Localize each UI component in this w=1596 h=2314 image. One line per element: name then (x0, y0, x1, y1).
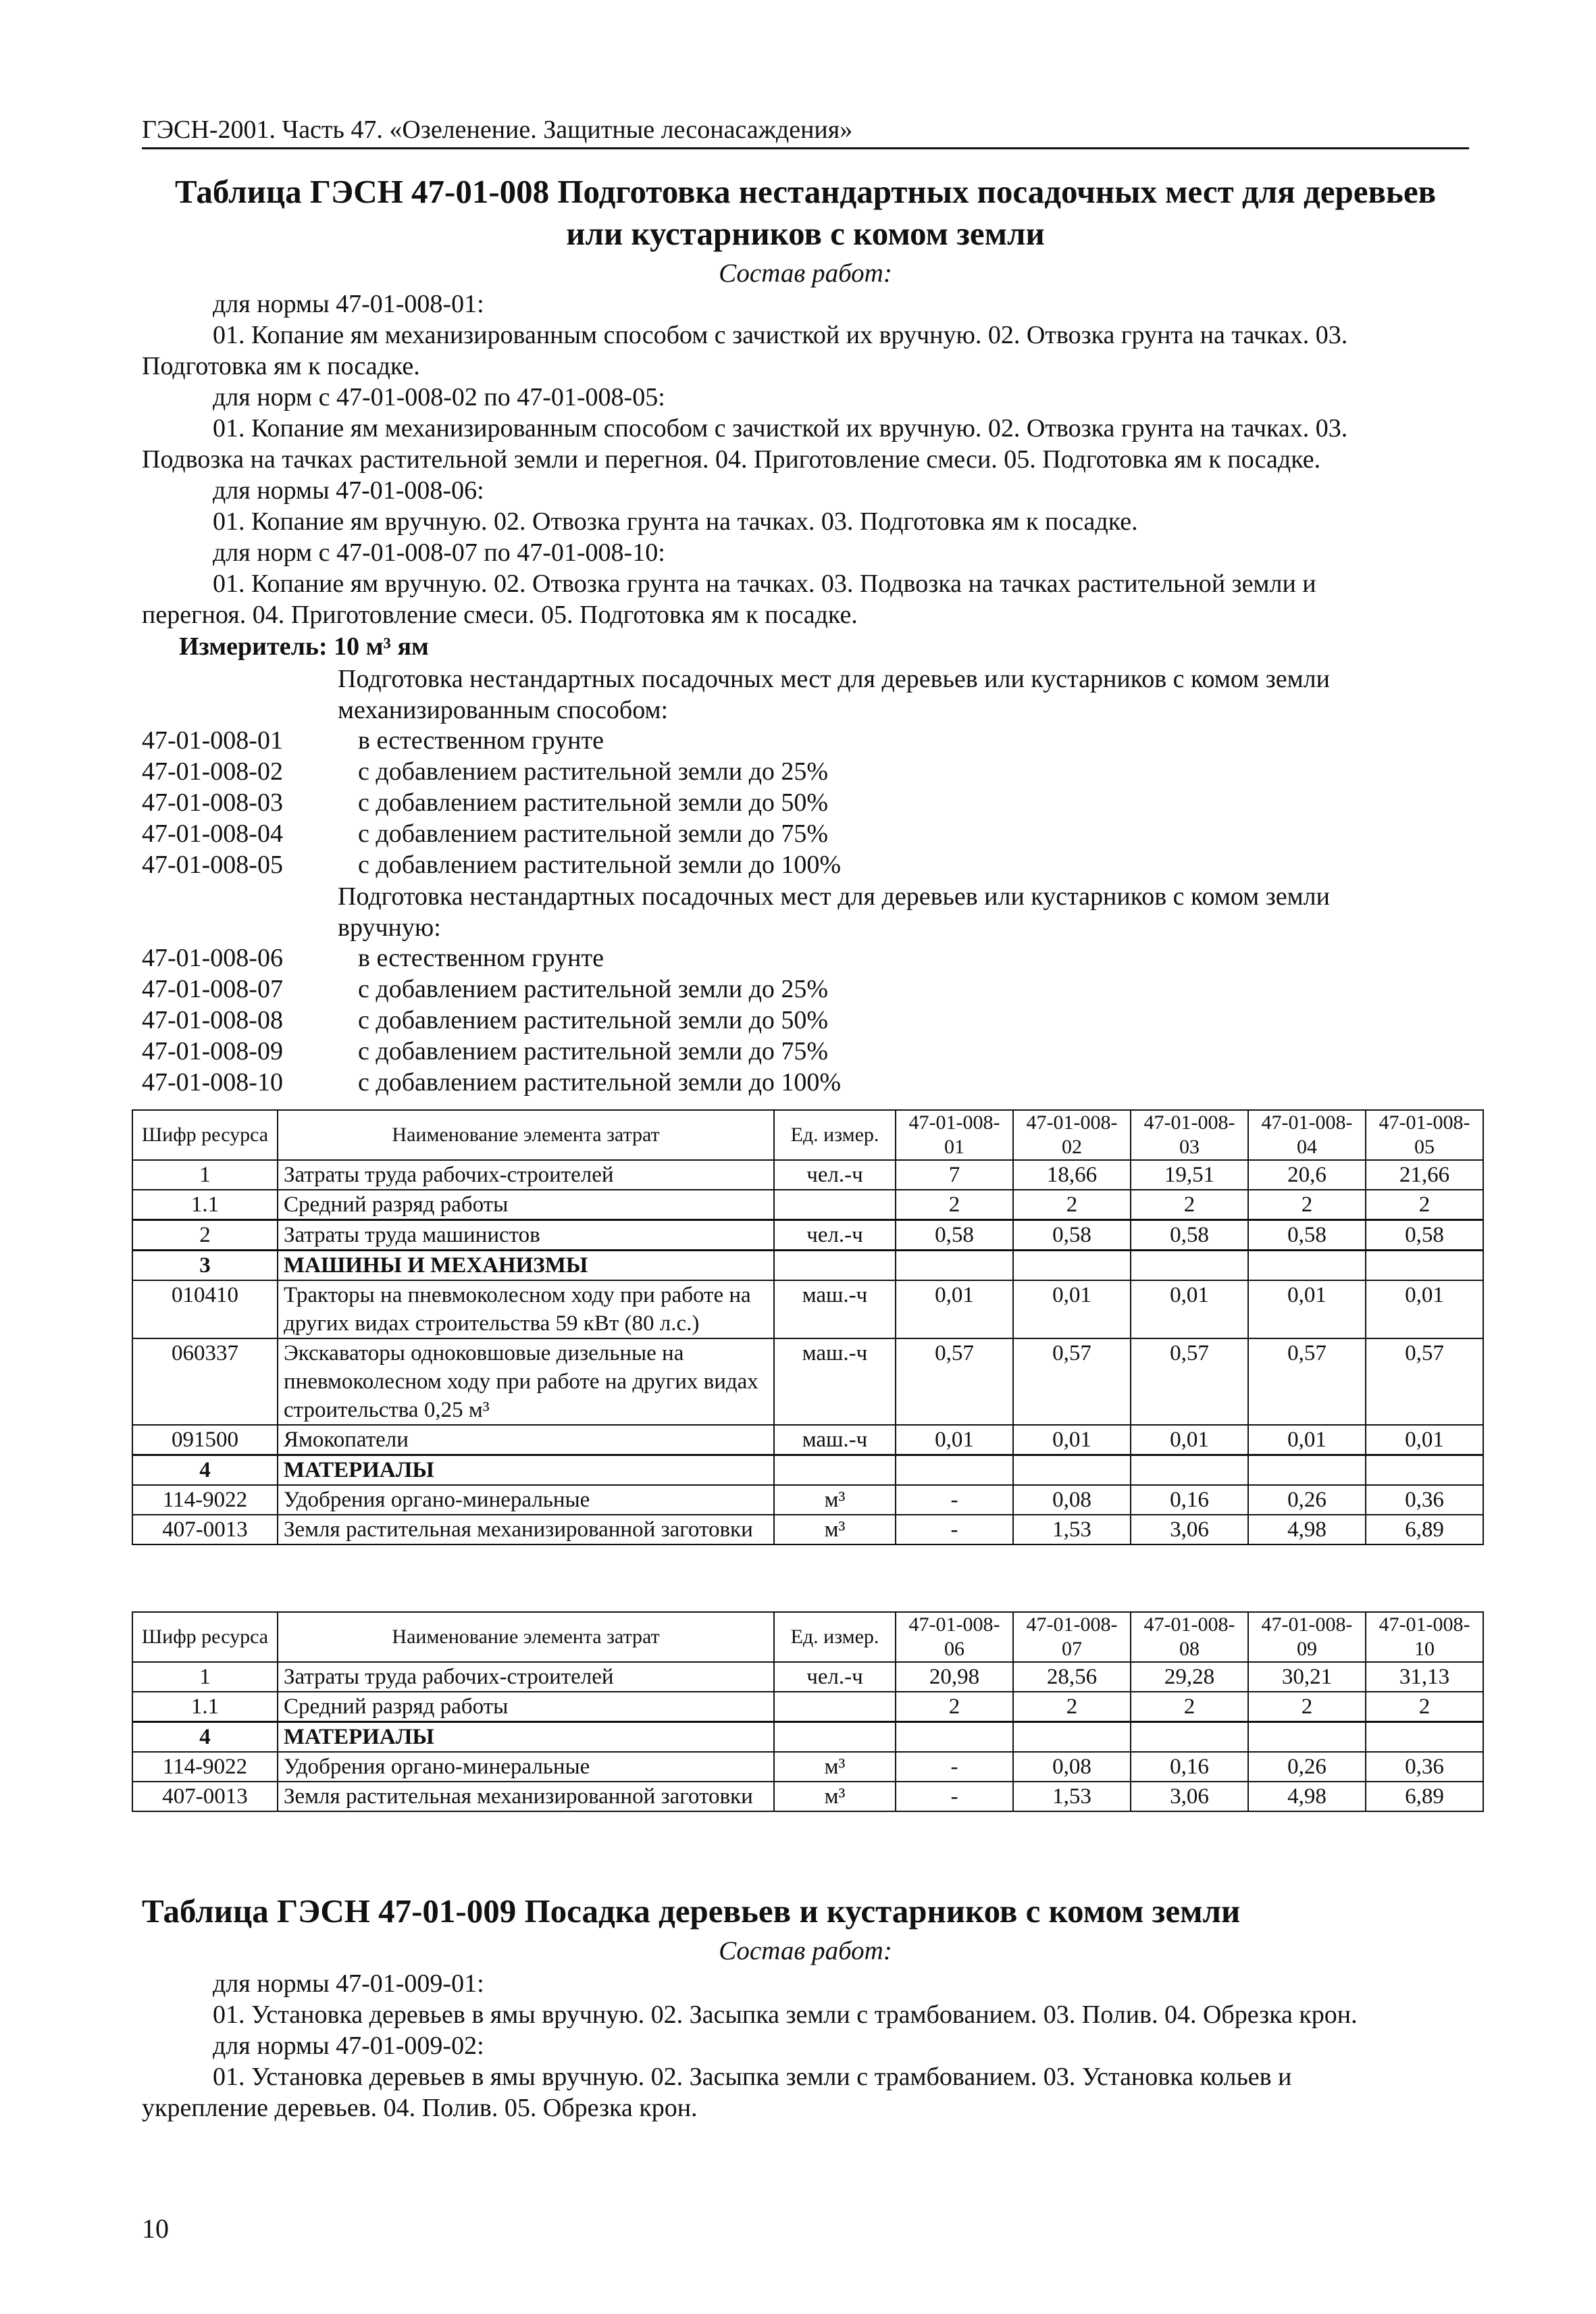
work-text-line: Подвозка на тачках растительной земли и перегноя. 04. Приготовление смеси. 05. Подготовка ям к посадке. (142, 445, 1321, 474)
norm-label: для норм с 47-01-008-02 по 47-01-008-05: (213, 383, 665, 411)
col-header-norm: 47-01-008-05 (1366, 1110, 1483, 1160)
work-composition-text (142, 288, 1469, 630)
cell-code: 407-0013 (132, 1515, 278, 1544)
norm-label: для нормы 47-01-009-01: (213, 1969, 484, 1998)
cell-value: 2 (1131, 1190, 1248, 1220)
cell-code: 1 (132, 1662, 278, 1692)
table-row (132, 1782, 1483, 1811)
cell-unit: чел.-ч (774, 1662, 896, 1692)
cell-value: 0,01 (1013, 1280, 1131, 1338)
cell-value: 0,01 (896, 1280, 1013, 1338)
col-header-name: Наименование элемента затрат (278, 1110, 774, 1160)
cell-value: 0,01 (1366, 1425, 1483, 1455)
cell-value: 0,01 (1366, 1280, 1483, 1338)
cell-value: 2 (1366, 1692, 1483, 1722)
cell-name: Удобрения органо-минеральные (278, 1752, 774, 1782)
cell-unit: м³ (774, 1485, 896, 1515)
col-header-norm: 47-01-008-10 (1366, 1612, 1483, 1662)
table-row (132, 1425, 1483, 1455)
work-text-line: 01. Копание ям механизированным способом с зачисткой их вручную. 02. Отвозка грунта на тачках. 03. (213, 414, 1348, 443)
norm-label: для нормы 47-01-008-01: (213, 290, 484, 318)
cell-value: 20,98 (896, 1662, 1013, 1692)
measure-unit: Измеритель: 10 м³ ям (179, 632, 429, 661)
cell-value: 0,01 (1013, 1425, 1131, 1455)
cell-name: Экскаваторы одноковшовые дизельные на пневмоколесном ходу при работе на других видах строительства 0,25 м³ (278, 1338, 774, 1425)
table-row (132, 1160, 1483, 1190)
table-row (132, 1515, 1483, 1544)
cell-value: 21,66 (1366, 1160, 1483, 1190)
cell-value (1366, 1722, 1483, 1753)
cell-unit (774, 1251, 896, 1281)
cell-value: 0,58 (1248, 1220, 1366, 1251)
col-header-name: Наименование элемента затрат (278, 1612, 774, 1662)
table-row (132, 1662, 1483, 1692)
table-row (132, 1692, 1483, 1722)
cell-unit (774, 1190, 896, 1220)
cell-value: 2 (1013, 1190, 1131, 1220)
cell-value: 18,66 (1013, 1160, 1131, 1190)
cell-value (1248, 1455, 1366, 1486)
cell-value: 0,01 (896, 1425, 1013, 1455)
table-row (132, 1280, 1483, 1338)
cell-code: 060337 (132, 1338, 278, 1425)
running-header: ГЭСН-2001. Часть 47. «Озеленение. Защитные лесонасаждения» (142, 116, 853, 144)
cell-name: Затраты труда рабочих-строителей (278, 1662, 774, 1692)
cell-value: 2 (1131, 1692, 1248, 1722)
work-composition-text-009 (142, 1968, 1469, 2123)
cell-unit: чел.-ч (774, 1220, 896, 1251)
col-header-norm: 47-01-008-06 (896, 1612, 1013, 1662)
cell-unit (774, 1692, 896, 1722)
cell-name: Средний разряд работы (278, 1190, 774, 1220)
norm-label: для нормы 47-01-008-06: (213, 476, 484, 505)
work-composition-label: Состав работ: (719, 1936, 892, 1965)
cell-name: Тракторы на пневмоколесном ходу при работе на других видах строительства 59 кВт (80 л.с.) (278, 1280, 774, 1338)
group-heading: Подготовка нестандартных посадочных мест для деревьев или кустарников с комом земли механизированным способом: (338, 665, 1330, 724)
cell-value: 0,57 (896, 1338, 1013, 1425)
table-body (132, 1662, 1483, 1811)
resource-table-1 (132, 1109, 1484, 1545)
cell-value: 7 (896, 1160, 1013, 1190)
cell-value: 28,56 (1013, 1662, 1131, 1692)
table-row (132, 1722, 1483, 1753)
cell-value (1131, 1722, 1248, 1753)
cell-unit: м³ (774, 1515, 896, 1544)
work-composition-label: Состав работ: (719, 259, 892, 288)
cell-value (1131, 1455, 1248, 1486)
cell-value: 0,36 (1366, 1485, 1483, 1515)
cell-name: МАШИНЫ И МЕХАНИЗМЫ (278, 1251, 774, 1281)
cell-value: 20,6 (1248, 1160, 1366, 1190)
table-row (132, 1190, 1483, 1220)
header-rule (142, 147, 1469, 149)
cell-code: 2 (132, 1220, 278, 1251)
work-text-line: 01. Копание ям механизированным способом с зачисткой их вручную. 02. Отвозка грунта на тачках. 03. (213, 321, 1348, 349)
cell-value: 0,01 (1248, 1280, 1366, 1338)
cell-value: 1,53 (1013, 1782, 1131, 1811)
table-row (132, 1752, 1483, 1782)
table-body (132, 1160, 1483, 1544)
cell-name: Земля растительная механизированной заготовки (278, 1515, 774, 1544)
cell-value (1013, 1455, 1131, 1486)
cell-unit: маш.-ч (774, 1425, 896, 1455)
table-header-row (132, 1612, 1483, 1662)
cell-value (1013, 1251, 1131, 1281)
cell-value: 29,28 (1131, 1662, 1248, 1692)
cell-unit: м³ (774, 1752, 896, 1782)
document-page: ГЭСН-2001. Часть 47. «Озеленение. Защитные лесонасаждения» Таблица ГЭСН 47-01-008 Подготовка нестандартных посадочных мест для деревьев или кустарников с комом земли Состав работ: для нормы 47-01-008-01: 01. Копание ям механизированным способом с зачисткой их вручную. 02. Отвозка грунта на тачках. 03. Подготовка ям к посадке. для норм с 47-01-008-02 по 47-01-008-05: 01. Копание ям механизированным способом с зачисткой их вручную. 02. Отвозка грунта на тачках. 03. Подвозка на тачках растительной земли и перегноя. 04. Приготовление смеси. 05. Подготовка ям к посадке. для нормы 47-01-008-06: 01. Копание ям вручную. 02. Отвозка грунта на тачках. 03. Подготовка ям к посадке. для норм с 47-01-008-07 по 47-01-008-10: 01. Копание ям вручную. 02. Отвозка грунта на тачках. 03. Подвозка на тачках растительной земли и перегноя. 04. Приготовление смеси. 05. Подготовка ям к посадке. Измеритель: 10 м³ ям Подготовка нестандартных посадочных мест для деревьев или кустарников с комом земли механизированным способом: 47-01-008-01 в естественном грунте 47-01-008-02 с добавлением растительной земли до 25% 47-01-008-03 с добавлением растительной земли до 50% 47-01-008-04 с добавлением растительной земли до 75% 47-01-008-05 с добавлением растительной земли до 100% Подготовка нестандартных посадочных мест для деревьев или кустарников с комом земли вручную: 47-01-008-06 в естественном грунте 47-01-008-07 с добавлением растительной земли до 25% 47-01-008-08 с добавлением растительной земли до 50% 47-01-008-09 с добавлением растительной земли до 75% 47-01-008-10 с добавлением растительной земли до 100% Шифр ресурса Наименование элемента затрат Ед. измер. 47-01-008-01 47-01-008-02 47-01-008-03 47-01-008-04 47-01-008-05 1 Затраты труда рабочих-строителей чел.-ч 7 18,66 19,51 20,6 21,66 1.1 Средний разряд работы 2 2 2 2 2 2 Затраты труда машинистов чел.-ч 0,58 0,58 0,58 0,58 0,58 3 МАШИНЫ И МЕХАНИЗМЫ 010410 Тракторы на пневмоколесном ходу при работе на других видах строительства 59 кВт (80 л.с.) маш.-ч 0,01 0,01 0,01 0,01 0,01 060337 Экскаваторы одноковшовые дизельные на пневмоколесном ходу при работе на других видах строительства 0,25 м³ маш.-ч 0,57 0,57 0,57 0,57 0,57 091500 Ямокопатели маш.-ч 0,01 0,01 0,01 0,01 0,01 4 МАТЕРИАЛЫ 114-9022 Удобрения органо-минеральные м³ - 0,08 0,16 0,26 0,36 407-0013 Земля растительная механизированной заготовки м³ - 1,53 3,06 4,98 6,89 Шифр ресурса Наименование элемента затрат Ед. измер. 47-01-008-06 47-01-008-07 47-01-008-08 47-01-008-09 47-01-008-10 1 Затраты труда рабочих-строителей чел.-ч 20,98 28,56 29,28 30,21 31,13 1.1 Средний разряд работы 2 2 2 2 2 4 МАТЕРИАЛЫ 114-9022 Удобрения органо-минеральные м³ - 0,08 0,16 0,26 0,36 407-0013 Земля растительная механизированной заготовки м³ - 1,53 3,06 4,98 6,89 Таблица ГЭСН 47-01-009 Посадка деревьев и кустарников с комом земли Состав работ: для нормы 47-01-009-01: 01. Установка деревьев в ямы вручную. 02. Засыпка земли с трамбованием. 03. Полив. 04. Обрезка крон. для нормы 47-01-009-02: 01. Установка деревьев в ямы вручную. 02. Засыпка земли с трамбованием. 03. Установка кольев и укрепление деревьев. 04. Полив. 05. Обрезка крон. 10 (0, 0, 1596, 2314)
cell-value: 4,98 (1248, 1782, 1366, 1811)
cell-value: 0,16 (1131, 1485, 1248, 1515)
col-header-norm: 47-01-008-01 (896, 1110, 1013, 1160)
cell-code: 3 (132, 1251, 278, 1281)
cell-value (1248, 1251, 1366, 1281)
cell-value (1366, 1251, 1483, 1281)
resource-table-2 (132, 1611, 1484, 1812)
cell-value: 0,58 (1131, 1220, 1248, 1251)
cell-value (896, 1251, 1013, 1281)
cell-value: - (896, 1752, 1013, 1782)
cell-value: 0,58 (896, 1220, 1013, 1251)
group-heading: Подготовка нестандартных посадочных мест для деревьев или кустарников с комом земли вручную: (338, 882, 1330, 942)
cell-unit (774, 1455, 896, 1486)
table-title-line1: Таблица ГЭСН 47-01-008 Подготовка нестандартных посадочных мест для деревьев (174, 173, 1437, 210)
col-header-norm: 47-01-008-07 (1013, 1612, 1131, 1662)
cell-code: 4 (132, 1455, 278, 1486)
cell-value: 0,57 (1366, 1338, 1483, 1425)
cell-value: 0,58 (1366, 1220, 1483, 1251)
work-text-line: 01. Копание ям вручную. 02. Отвозка грунта на тачках. 03. Подвозка на тачках растительной земли и (213, 570, 1316, 598)
cell-value: 1,53 (1013, 1515, 1131, 1544)
col-header-code: Шифр ресурса (132, 1110, 278, 1160)
cell-code: 114-9022 (132, 1752, 278, 1782)
cell-name: Удобрения органо-минеральные (278, 1485, 774, 1515)
cell-value: 6,89 (1366, 1515, 1483, 1544)
cell-value: 6,89 (1366, 1782, 1483, 1811)
table-row (132, 1455, 1483, 1486)
cell-code: 010410 (132, 1280, 278, 1338)
table-header-row (132, 1110, 1483, 1160)
cell-value: 0,57 (1013, 1338, 1131, 1425)
cell-code: 1.1 (132, 1692, 278, 1722)
cell-code: 1.1 (132, 1190, 278, 1220)
work-text-line: 01. Копание ям вручную. 02. Отвозка грунта на тачках. 03. Подготовка ям к посадке. (213, 507, 1138, 536)
cell-value: 3,06 (1131, 1515, 1248, 1544)
cell-value: 0,57 (1248, 1338, 1366, 1425)
cell-unit (774, 1722, 896, 1753)
page-number: 10 (142, 2213, 169, 2244)
cell-value: 0,01 (1131, 1425, 1248, 1455)
col-header-norm: 47-01-008-08 (1131, 1612, 1248, 1662)
cell-value: - (896, 1485, 1013, 1515)
cell-value: 30,21 (1248, 1662, 1366, 1692)
table-title-line2: или кустарников с комом земли (566, 215, 1045, 252)
cell-value: 0,01 (1248, 1425, 1366, 1455)
norm-label: для норм с 47-01-008-07 по 47-01-008-10: (213, 538, 665, 567)
cell-value (896, 1455, 1013, 1486)
cell-name: Средний разряд работы (278, 1692, 774, 1722)
cell-code: 091500 (132, 1425, 278, 1455)
cell-value: 0,58 (1013, 1220, 1131, 1251)
cell-name: Ямокопатели (278, 1425, 774, 1455)
cell-value (896, 1722, 1013, 1753)
cell-name: Затраты труда рабочих-строителей (278, 1160, 774, 1190)
work-text-line: 01. Установка деревьев в ямы вручную. 02. Засыпка земли с трамбованием. 03. Полив. 04. Обрезка крон. (213, 2001, 1358, 2029)
cell-name: Земля растительная механизированной заготовки (278, 1782, 774, 1811)
work-text-line: перегноя. 04. Приготовление смеси. 05. Подготовка ям к посадке. (142, 601, 858, 629)
table-row (132, 1220, 1483, 1251)
cell-value: 0,26 (1248, 1752, 1366, 1782)
cell-value: 0,16 (1131, 1752, 1248, 1782)
norm-label: для нормы 47-01-009-02: (213, 2032, 484, 2060)
cell-name: Затраты труда машинистов (278, 1220, 774, 1251)
cell-unit: маш.-ч (774, 1280, 896, 1338)
col-header-unit: Ед. измер. (774, 1110, 896, 1160)
table-row (132, 1251, 1483, 1281)
cell-value: 19,51 (1131, 1160, 1248, 1190)
work-text-line: 01. Установка деревьев в ямы вручную. 02. Засыпка земли с трамбованием. 03. Установка кольев и (213, 2063, 1292, 2091)
cell-value: 2 (1013, 1692, 1131, 1722)
cell-unit: маш.-ч (774, 1338, 896, 1425)
cell-value: 0,01 (1131, 1280, 1248, 1338)
cell-value (1248, 1722, 1366, 1753)
col-header-unit: Ед. измер. (774, 1612, 896, 1662)
cell-value: - (896, 1782, 1013, 1811)
cell-value: 2 (896, 1692, 1013, 1722)
cell-value: - (896, 1515, 1013, 1544)
cell-value (1366, 1455, 1483, 1486)
cell-code: 1 (132, 1160, 278, 1190)
cell-unit: чел.-ч (774, 1160, 896, 1190)
cell-code: 4 (132, 1722, 278, 1753)
cell-value: 31,13 (1366, 1662, 1483, 1692)
cell-value: 0,36 (1366, 1752, 1483, 1782)
col-header-norm: 47-01-008-04 (1248, 1110, 1366, 1160)
col-header-norm: 47-01-008-03 (1131, 1110, 1248, 1160)
cell-value: 4,98 (1248, 1515, 1366, 1544)
cell-value (1013, 1722, 1131, 1753)
cell-value: 0,57 (1131, 1338, 1248, 1425)
table-title-009: Таблица ГЭСН 47-01-009 Посадка деревьев и кустарников с комом земли (142, 1892, 1241, 1930)
col-header-norm: 47-01-008-09 (1248, 1612, 1366, 1662)
cell-unit: м³ (774, 1782, 896, 1811)
cell-value: 2 (1366, 1190, 1483, 1220)
table-row (132, 1338, 1483, 1425)
cell-value: 0,08 (1013, 1485, 1131, 1515)
work-text-line: Подготовка ям к посадке. (142, 352, 420, 380)
cell-value: 0,26 (1248, 1485, 1366, 1515)
cell-code: 114-9022 (132, 1485, 278, 1515)
cell-name: МАТЕРИАЛЫ (278, 1455, 774, 1486)
col-header-code: Шифр ресурса (132, 1612, 278, 1662)
cell-value: 0,08 (1013, 1752, 1131, 1782)
cell-value: 2 (1248, 1190, 1366, 1220)
cell-name: МАТЕРИАЛЫ (278, 1722, 774, 1753)
col-header-norm: 47-01-008-02 (1013, 1110, 1131, 1160)
cell-value: 2 (896, 1190, 1013, 1220)
work-text-line: укрепление деревьев. 04. Полив. 05. Обрезка крон. (142, 2094, 698, 2122)
cell-code: 407-0013 (132, 1782, 278, 1811)
table-row (132, 1485, 1483, 1515)
cell-value (1131, 1251, 1248, 1281)
cell-value: 2 (1248, 1692, 1366, 1722)
cell-value: 3,06 (1131, 1782, 1248, 1811)
